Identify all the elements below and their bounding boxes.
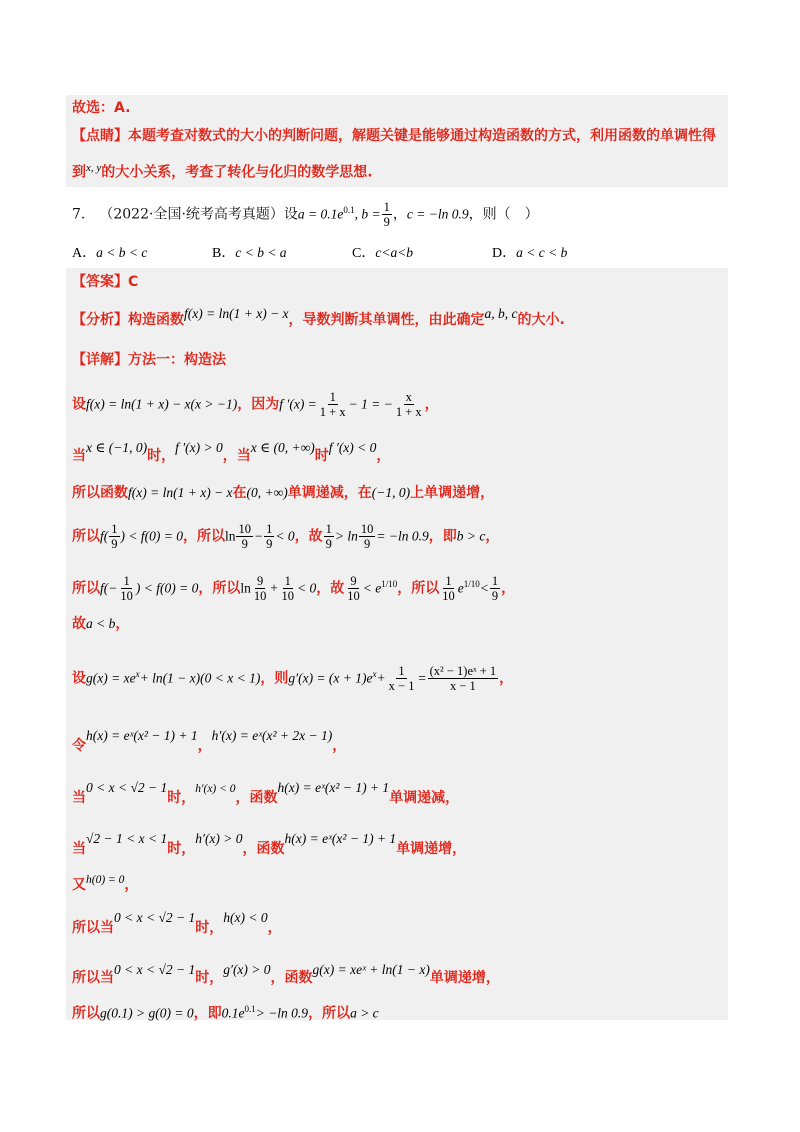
step-4: 所以f( $\frac{1}{9}$ ) < f(0) = 0，所以ln $\frac{10}{9}$ − $\frac{1}{9}$ < 0，故 $\frac{1}{9}$ > ln $\frac{10}{9}$ = −ln 0.9，即b > c， (72, 522, 500, 551)
detail-heading: 【详解】方法一：构造法 (72, 352, 226, 368)
final-choice-line: 故选：A. (72, 100, 131, 116)
step-8: 令h(x) = eˣ(x² − 1) + 1，h′(x) = eˣ(x² + 2x − 1)， (72, 728, 347, 754)
step-10: 当√2 − 1 < x < 1时，h′(x) > 0，函数h(x) = eˣ(x² − 1) + 1单调递增， (72, 831, 467, 857)
step-11: 又$^{h(0) = 0}$， (72, 874, 139, 893)
step-9: 当0 < x < √2 − 1时，$^{h'(x) < 0}$，函数h(x) = eˣ(x² − 1) + 1单调递减， (72, 780, 460, 806)
step-13: 所以当0 < x < √2 − 1时，g′(x) > 0，函数g(x) = xeˣ + ln(1 − x)单调递增， (72, 962, 500, 986)
question-source: （2022·全国·统考高考真题）设 (99, 206, 298, 223)
step-3: 所以函数f(x) = ln(1 + x) − x在(0, +∞)单调递减，在(−1, 0)上单调递增， (72, 485, 495, 501)
option-a: A．a < b < c (72, 245, 148, 261)
comment-line-1: 【点睛】本题考查对数式的大小的判断问题，解题关键是能够通过构造函数的方式，利用函数的单调性得 (72, 128, 716, 144)
question-7: 7. （2022·全国·统考高考真题）设$a = 0.1e^{0.1}$, b = $\frac{1}{9}$ ，c = −ln 0.9，则（ ） (72, 200, 539, 230)
step-2: 当x ∈ (−1, 0)时，f ′(x) > 0，当x ∈ (0, +∞)时f ′(x) < 0， (72, 440, 391, 464)
step-1: 设f(x) = ln(1 + x) − x(x > −1)，因为f ′(x) = $\frac{1}{1 + x}$ − 1 = − $\frac{x}{1 + x}$ ， (72, 390, 439, 419)
step-6: 故a < b， (72, 616, 130, 632)
answer-line: 【答案】C (72, 274, 139, 290)
step-7: 设$g(x) = xe^x+ \ln(1 - x)(0 < x < 1)$，则$g'(x) = (x + 1)e^x+$ $\frac{1}{x - 1}$ = $\frac{\text{(x² − 1)eˣ + 1}}{x - 1}$ ， (72, 664, 514, 694)
comment-line-2: 到$^{x, y}$的大小关系，考查了转化与化归的数学思想. (72, 162, 373, 181)
question-number: 7. (72, 206, 86, 223)
step-14: 所以g(0.1) > g(0) = 0，即$0.1e^{0.1}> -\ln$ 0.9，所以a > c (72, 1004, 379, 1022)
option-b: B．c < b < a (212, 245, 287, 261)
option-d: D．a < c < b (492, 245, 568, 261)
option-c: C．c<a<b (352, 245, 414, 261)
analysis-line: 【分析】构造函数f(x) = ln(1 + x) − x，导数判断其单调性，由此确定a, b, c的大小. (72, 306, 565, 328)
step-12: 所以当0 < x < √2 − 1时，h(x) < 0， (72, 910, 282, 936)
step-5: 所以f(− $\frac{1}{10}$ ) < f(0) = 0，所以ln $\frac{9}{10}$ + $\frac{1}{10}$ < 0，故 $\frac{9}{10}$ < $e^{1/10}$，所以 $\frac{1}{10}$ $e^{1/10}<$ $\frac{1}{9}$ ， (72, 574, 516, 604)
